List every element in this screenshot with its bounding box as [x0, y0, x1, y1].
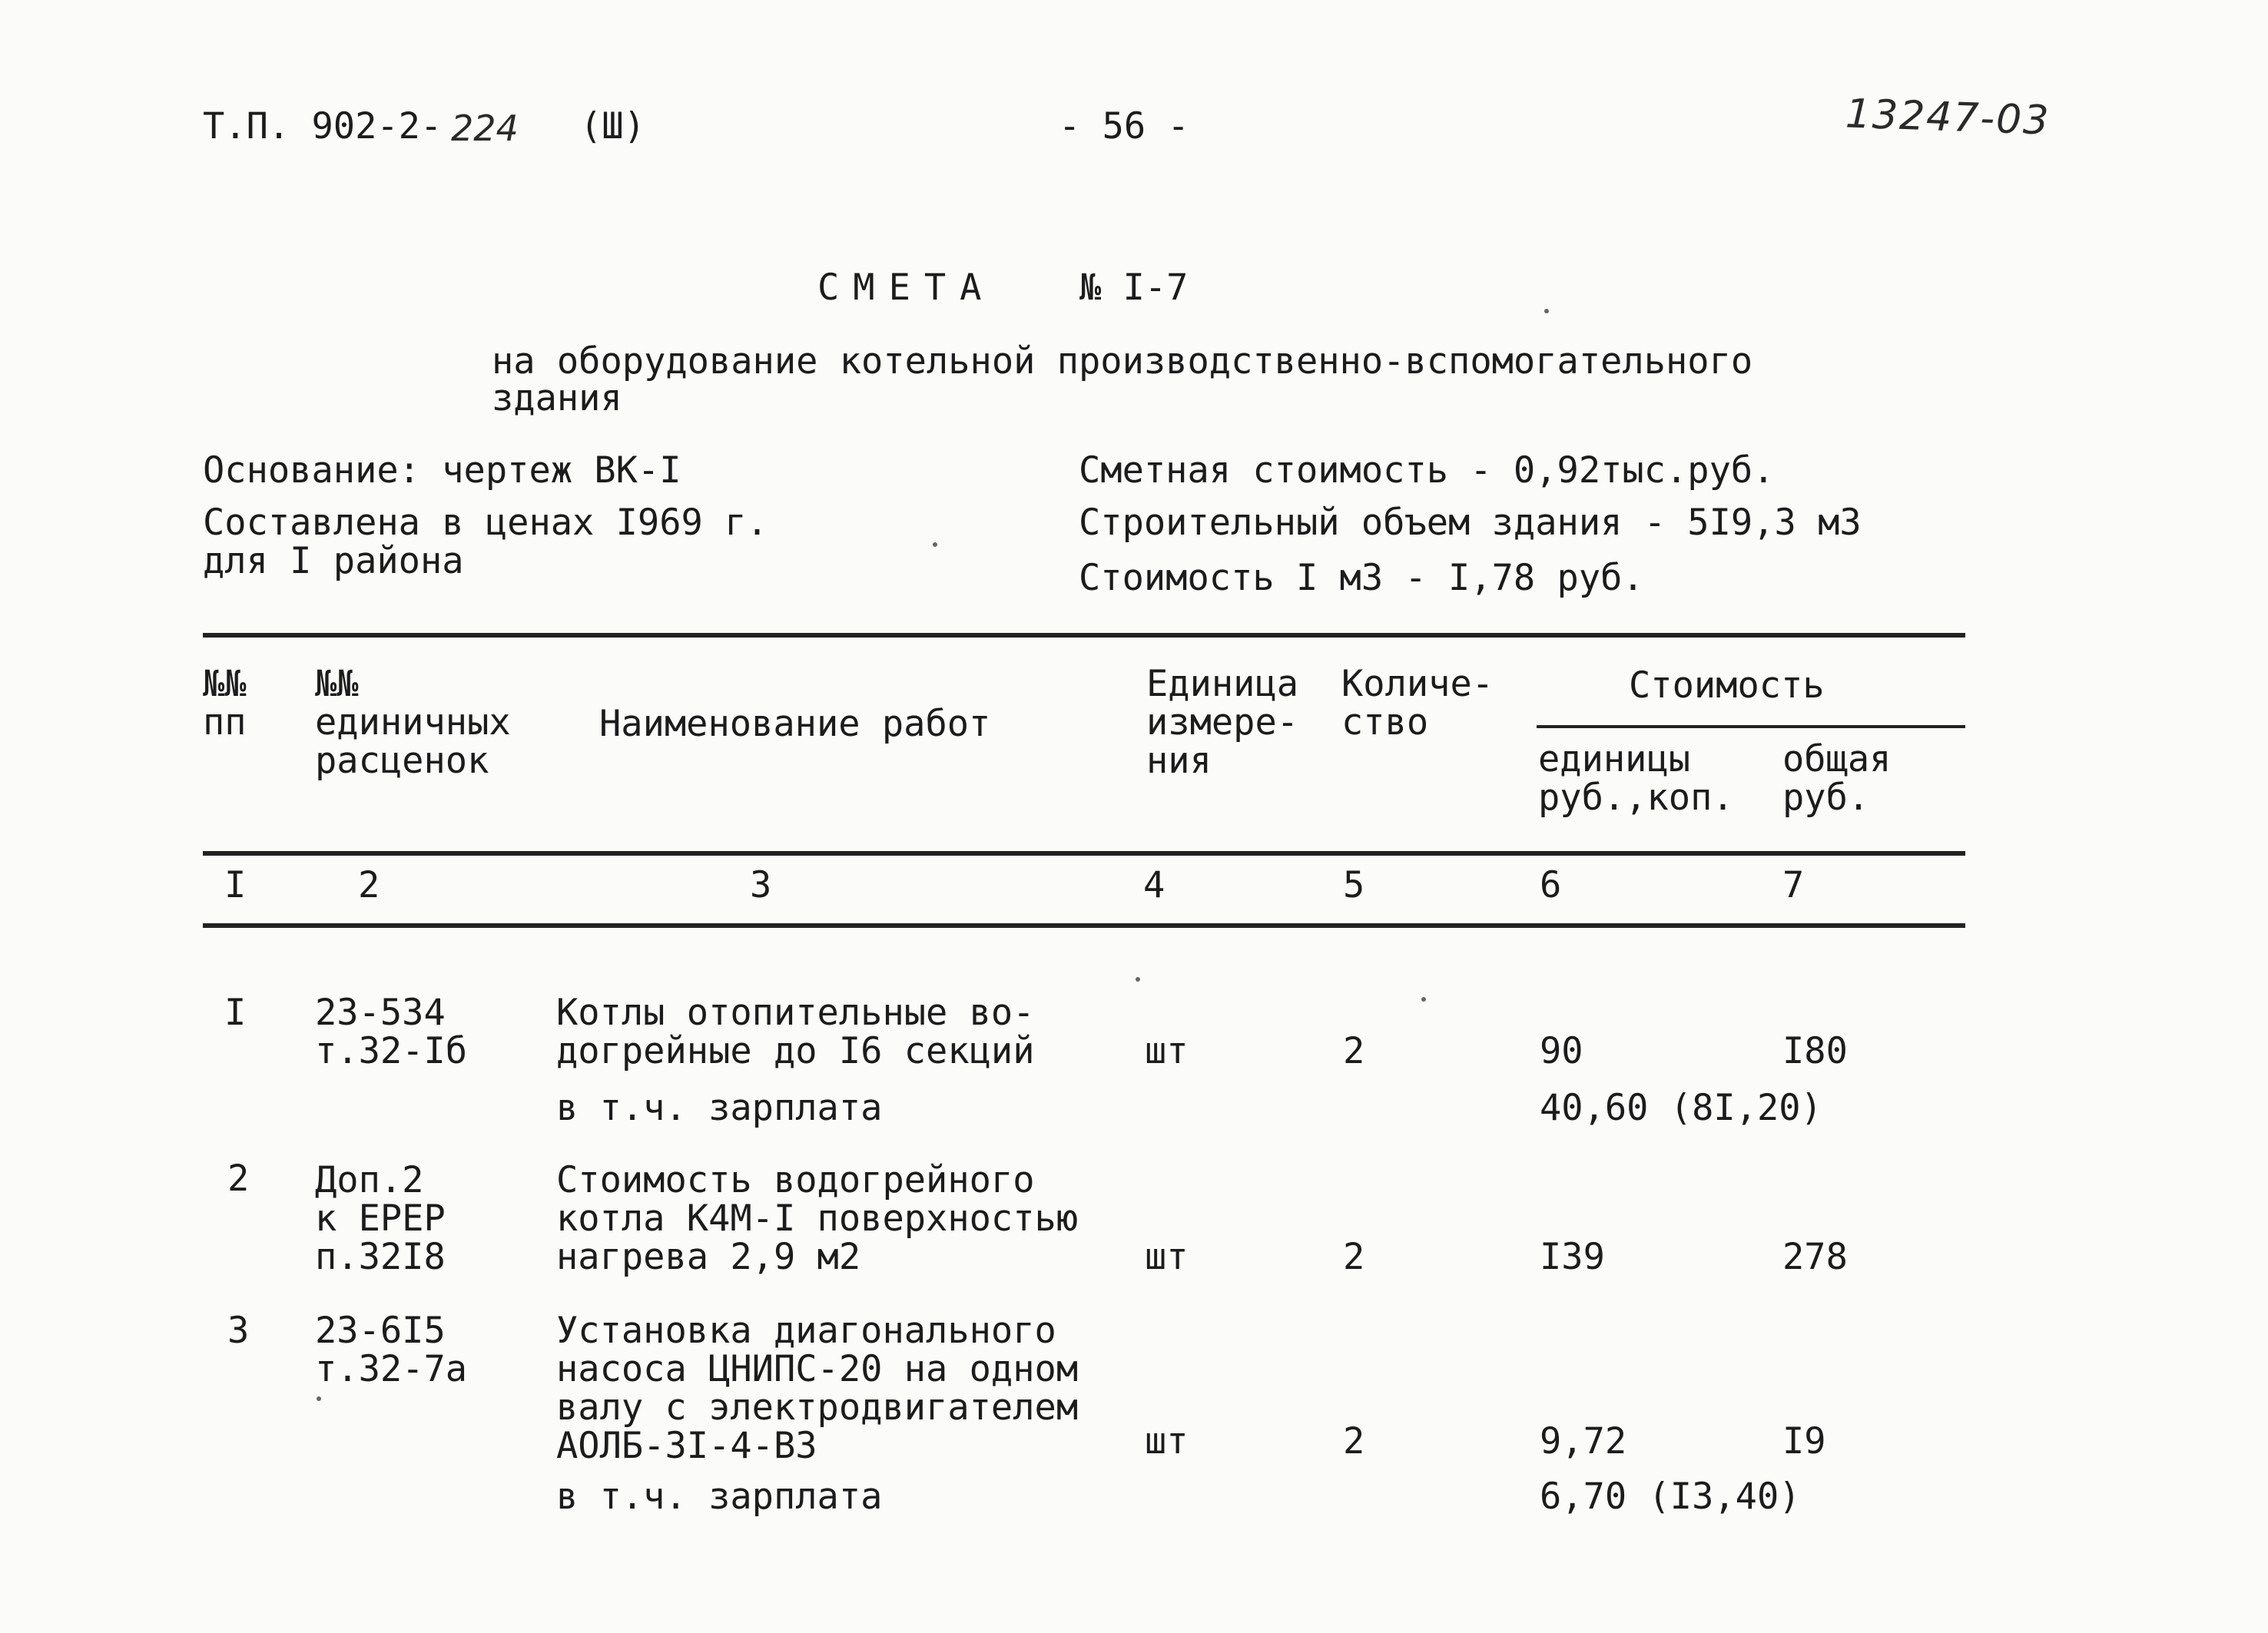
row-unit: шт	[1145, 1420, 1189, 1462]
basis-text: Основание: чертеж ВК-I	[203, 449, 681, 492]
scan-speck	[1136, 977, 1140, 982]
cost-group-rule	[1537, 725, 1965, 728]
row-rate: 23-6I5 т.32-7а	[315, 1310, 468, 1390]
column-number: 4	[1143, 864, 1166, 906]
row-unit: шт	[1145, 1030, 1189, 1072]
row-name: Стоимость водогрейного котла К4М-I поверхностью нагрева 2,9 м2	[556, 1159, 1079, 1278]
row-price: I39	[1540, 1236, 1605, 1278]
row-price: 90	[1540, 1030, 1583, 1072]
row-total: I9	[1782, 1420, 1826, 1462]
row-name: Установка диагонального насоса ЦНИПС-20 на одном валу с электродвигателем АОЛБ-3I-4-В3	[556, 1310, 1079, 1467]
row-wages-label: в т.ч. зарплата	[556, 1476, 883, 1518]
scan-speck	[1421, 997, 1426, 1002]
header-unit: Единица измере- ния	[1146, 663, 1299, 782]
column-number: 3	[750, 864, 772, 906]
column-numbers-rule	[203, 923, 1965, 928]
estimate-number: № I-7	[1079, 267, 1189, 309]
header-rates: №№ единичных расценок	[315, 663, 511, 782]
cost-per-m3: Стоимость I м3 - I,78 руб.	[1079, 557, 1644, 599]
archive-number: 13247-03	[1845, 91, 2051, 144]
row-wages-label: в т.ч. зарплата	[556, 1087, 883, 1129]
column-number: 2	[358, 864, 380, 906]
table-top-rule	[203, 633, 1965, 638]
row-name: Котлы отопительные во- догрейные до I6 секций	[556, 992, 1035, 1072]
row-rate: Доп.2 к ЕРЕР п.32I8	[315, 1159, 446, 1278]
column-number: 6	[1540, 864, 1562, 906]
doc-code-handwritten: 224	[451, 108, 519, 149]
column-number: I	[224, 864, 247, 906]
estimate-subtitle-line1: на оборудование котельной производственно-вспомогательного	[492, 340, 1753, 383]
row-wages-value: 6,70 (I3,40)	[1540, 1476, 1801, 1518]
row-rate: 23-534 т.32-Iб	[315, 992, 468, 1072]
header-cost-unit: единицы руб.,коп.	[1538, 738, 1734, 819]
header-cost-total: общая руб.	[1782, 738, 1892, 819]
row-num: 3	[227, 1310, 250, 1352]
header-name: Наименование работ	[599, 703, 991, 745]
row-qty: 2	[1343, 1236, 1365, 1278]
row-num: 2	[227, 1158, 250, 1200]
estimated-cost: Сметная стоимость - 0,92тыс.руб.	[1079, 449, 1775, 492]
column-number: 7	[1782, 864, 1805, 906]
prices-text-line2: для I района	[203, 540, 464, 582]
row-price: 9,72	[1540, 1420, 1627, 1462]
row-qty: 2	[1343, 1030, 1365, 1072]
doc-code-suffix: (Ш)	[580, 105, 645, 147]
scan-speck	[1544, 309, 1549, 313]
doc-code-prefix: Т.П. 902-2-	[203, 105, 443, 147]
row-unit: шт	[1145, 1236, 1189, 1278]
page-number: - 56 -	[1059, 105, 1189, 147]
header-num: №№ пп	[203, 663, 247, 744]
column-number: 5	[1343, 864, 1365, 906]
header-bottom-rule	[203, 851, 1965, 856]
estimate-heading: СМЕТА	[817, 267, 996, 309]
row-qty: 2	[1343, 1420, 1365, 1462]
row-total: 278	[1782, 1236, 1848, 1278]
scan-speck	[933, 542, 937, 547]
header-cost: Стоимость	[1629, 664, 1825, 707]
row-num: I	[224, 992, 247, 1034]
estimate-subtitle-line2: здания	[492, 377, 622, 419]
row-total: I80	[1782, 1030, 1848, 1072]
scan-speck	[317, 1396, 321, 1401]
row-wages-value: 40,60 (8I,20)	[1540, 1087, 1822, 1129]
prices-text-line1: Составлена в ценах I969 г.	[203, 502, 768, 544]
building-volume: Строительный объем здания - 5I9,3 м3	[1079, 502, 1862, 544]
header-qty: Количе- ство	[1341, 663, 1494, 744]
